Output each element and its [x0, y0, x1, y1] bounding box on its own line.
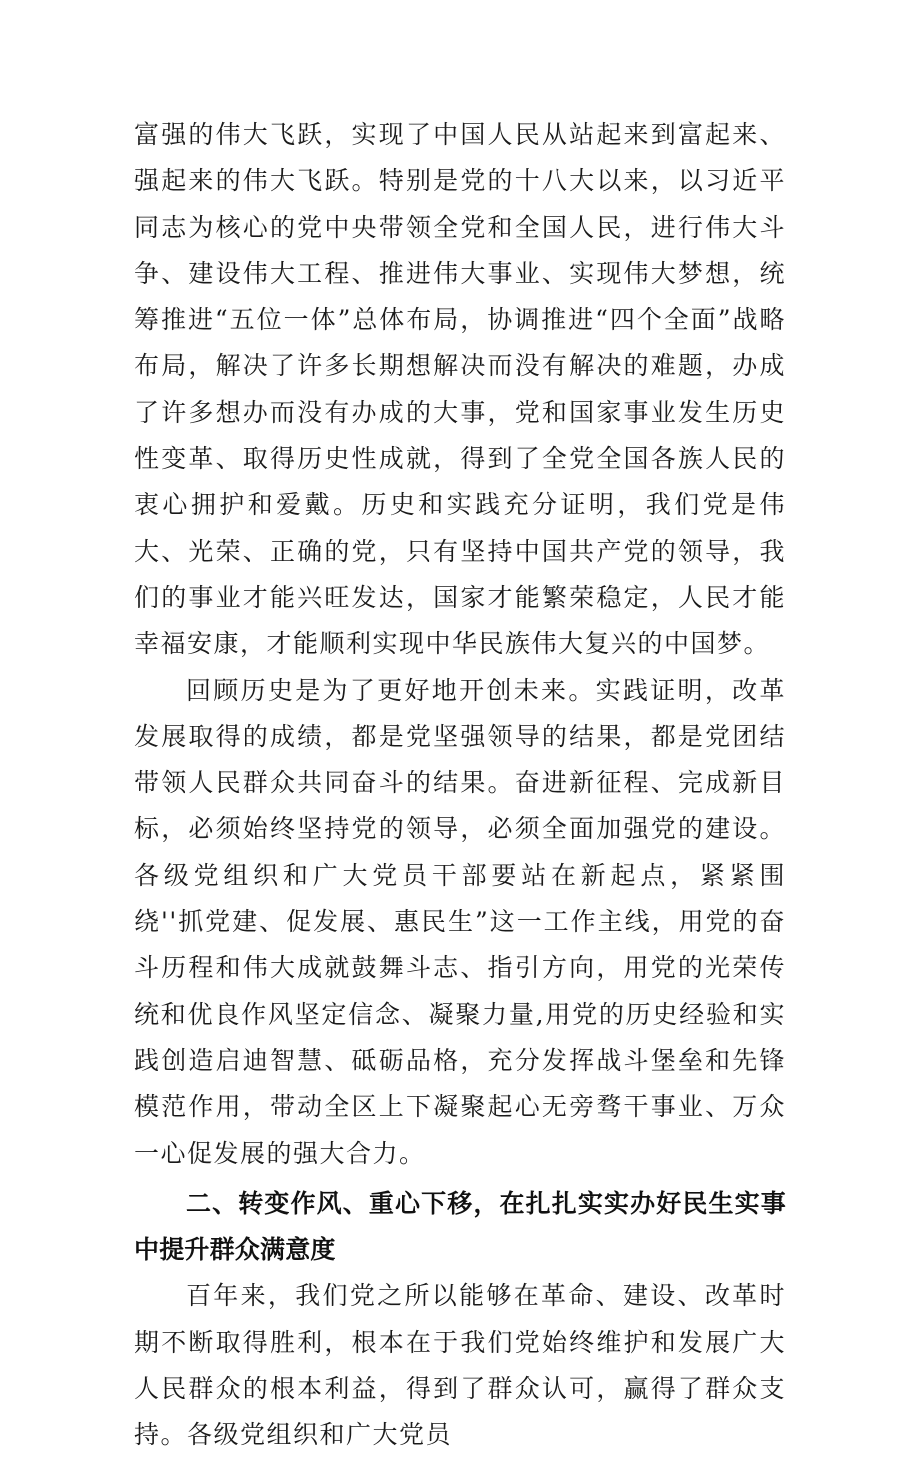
body-paragraph-3: 百年来，我们党之所以能够在革命、建设、改革时期不断取得胜利，根本在于我们党始终维护和发展广大人民群众的根本利益，得到了群众认可，赢得了群众支持。各级党组织和广大党员 [134, 1281, 786, 1450]
section-heading: 二、转变作风、重心下移，在扎扎实实办好民生实事中提升群众满意度 [134, 1188, 786, 1265]
body-paragraph-1: 富强的伟大飞跃，实现了中国人民从站起来到富起来、强起来的伟大飞跃。特别是党的十八大以来，以习近平同志为核心的党中央带领全党和全国人民，进行伟大斗争、建设伟大工程、推进伟大事业、实现伟大梦想，统筹推进“五位一体”总体布局，协调推进“四个全面”战略布局，解决了许多长期想解决而没有解决的难题，办成了许多想办而没有办成的大事，党和国家事业发生历史性变革、取得历史性成就，得到了全党全国各族人民的衷心拥护和爱戴。历史和实践充分证明，我们党是伟大、光荣、正确的党，只有坚持中国共产党的领导，我们的事业才能兴旺发达，国家才能繁荣稳定，人民才能幸福安康，才能顺利实现中华民族伟大复兴的中国梦。 [134, 120, 786, 659]
document-body [134, 112, 786, 1459]
body-paragraph-2: 回顾历史是为了更好地开创未来。实践证明，改革发展取得的成绩，都是党坚强领导的结果，都是党团结带领人民群众共同奋斗的结果。奋进新征程、完成新目标，必须始终坚持党的领导，必须全面加强党的建设。各级党组织和广大党员干部要站在新起点，紧紧围绕''抓党建、促发展、惠民生”这一工作主线，用党的奋斗历程和伟大成就鼓舞斗志、指引方向，用党的光荣传统和优良作风坚定信念、凝聚力量,用党的历史经验和实践创造启迪智慧、砥砺品格，充分发挥战斗堡垒和先锋模范作用，带动全区上下凝聚起心无旁骛干事业、万众一心促发展的强大合力。 [134, 675, 786, 1168]
